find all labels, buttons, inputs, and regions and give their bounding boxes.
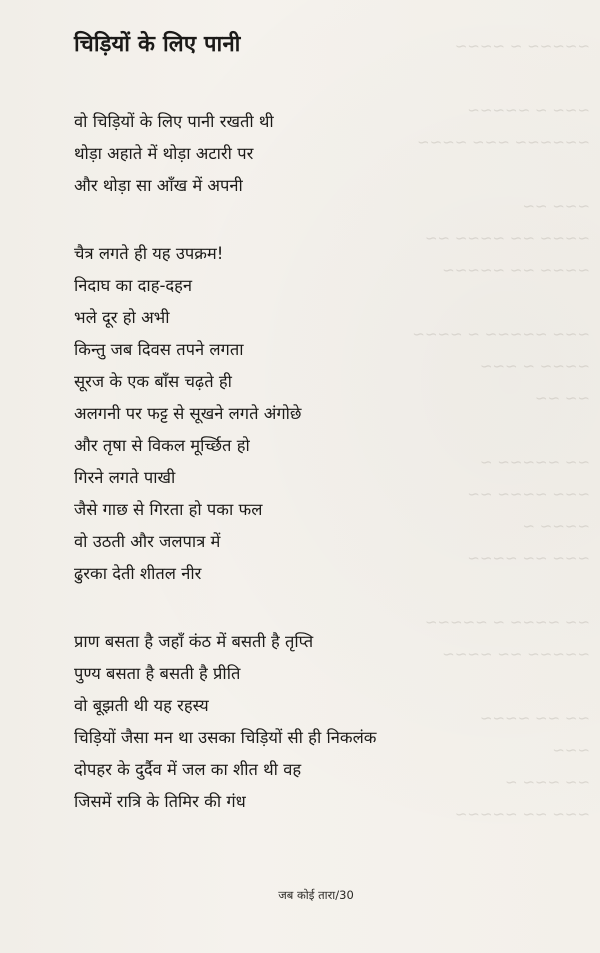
stanza-1	[74, 106, 274, 202]
poem-line: चैत्र लगते ही यह उपक्रम!	[74, 244, 224, 263]
poem-line: वो उठती और जलपात्र में	[74, 532, 221, 551]
poem-line: गिरने लगते पाखी	[74, 468, 176, 487]
poem-line: वो चिड़ियों के लिए पानी रखती थी	[74, 112, 274, 131]
poem-line: अलगनी पर फट्ट से सूखने लगते अंगोछे	[74, 404, 302, 423]
poem-line: प्राण बसता है जहाँ कंठ में बसती है तृप्ति	[74, 632, 314, 651]
poem-line: दोपहर के दुर्दैव में जल का शीत थी वह	[74, 760, 302, 779]
poem-line: थोड़ा अहाते में थोड़ा अटारी पर	[74, 144, 254, 163]
poem-line: पुण्य बसता है बसती है प्रीति	[74, 664, 241, 683]
poem-line: ढुरका देती शीतल नीर	[74, 564, 202, 583]
stanza-3	[74, 626, 376, 818]
poem-line: जिसमें रात्रि के तिमिर की गंध	[74, 792, 246, 811]
poem-line: चिड़ियों जैसा मन था उसका चिड़ियों सी ही निकलंक	[74, 728, 377, 747]
poem-title: चिड़ियों के लिए पानी	[74, 32, 241, 57]
stanza-2	[74, 238, 301, 590]
poem-line: वो बूझती थी यह रहस्य	[74, 696, 209, 715]
page-footer: जब कोई तारा/30	[278, 888, 354, 902]
poem-line: और तृषा से विकल मूर्च्छित हो	[74, 436, 250, 455]
poem-line: निदाघ का दाह-दहन	[74, 276, 193, 295]
poem-line: जैसे गाछ से गिरता हो पका फल	[74, 500, 263, 519]
poem-line: और थोड़ा सा आँख में अपनी	[74, 176, 243, 195]
poem-line: भले दूर हो अभी	[74, 308, 170, 327]
show-through-text: ~~~~~ ~ ~~~~ ~~~ ~ ~~~~~ ~~~~~~ ~~~ ~~~~ ~~~ ~~ ~~~~ ~~ ~~~~ ~~ ~~~~ ~~ ~~~~~ ~~~ ~~~~~ ~ ~~~~ ~~~~ ~ ~~~ ~~ ~~ ~~ ~~~~~ ~ ~~~ ~~~~ ~~ ~~~~ ~ ~~~ ~~ ~~~~ ~~ ~~~~ ~ ~~~~~ ~~~~~ ~~ ~~~~ ~~ ~~ ~~~~ ~~~ ~~ ~~~ ~ ~~~ ~~ ~~~~~	[412, 37, 590, 823]
poem-line: किन्तु जब दिवस तपने लगता	[74, 340, 244, 359]
poem-line: सूरज के एक बाँस चढ़ते ही	[74, 372, 232, 391]
